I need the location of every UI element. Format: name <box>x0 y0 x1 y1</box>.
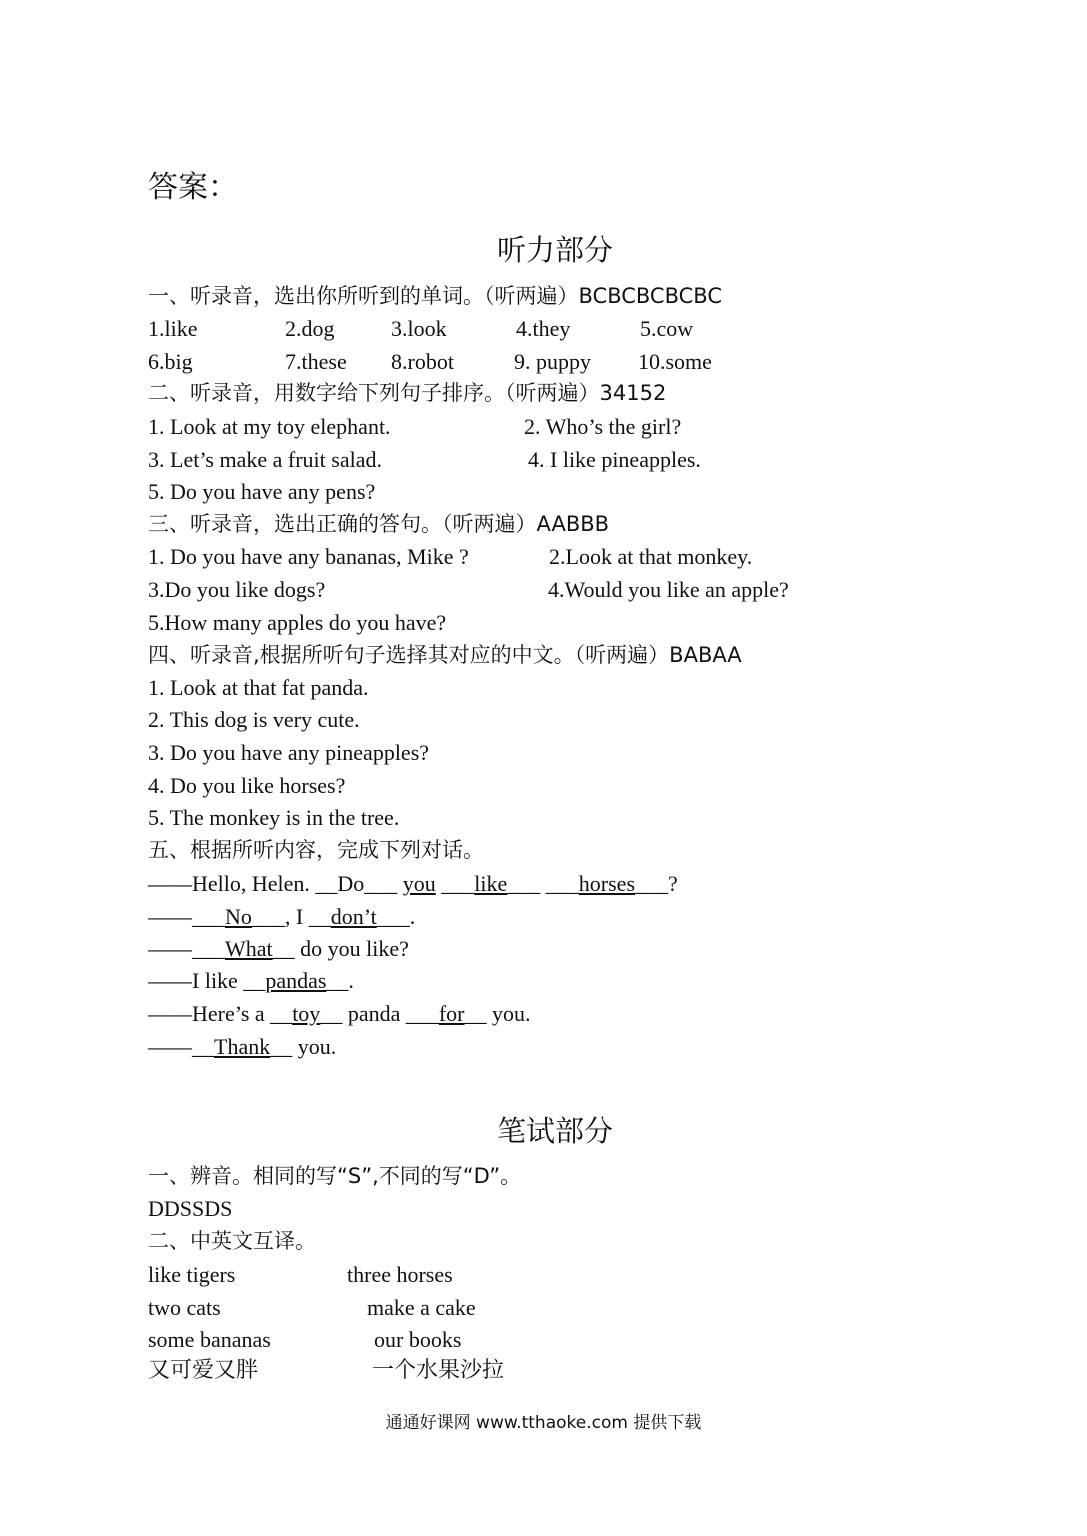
dialogue-text: ___ <box>192 904 225 929</box>
dialogue-dash: —— <box>148 936 192 961</box>
dialogue-text: ___ <box>364 871 403 896</box>
dialogue-text: ___, I __ <box>251 904 331 929</box>
dialogue-text: __. <box>326 968 354 993</box>
dialogue-dash: —— <box>148 871 192 896</box>
listening-q2-heading: 二、听录音，用数字给下列句子排序。（听两遍）34152 <box>148 381 667 405</box>
dialogue-text: __ panda ___ <box>320 1001 439 1026</box>
written-q2-heading: 二、中英文互译。 <box>148 1229 316 1253</box>
dialogue-dash: —— <box>148 1034 192 1059</box>
dialogue-text: ___ <box>435 871 475 896</box>
translation-item: 一个水果沙拉 <box>372 1358 505 1383</box>
dialogue-line <box>148 936 409 962</box>
dialogue-text: Here’s a __ <box>192 1001 293 1026</box>
blank-answer: you <box>402 871 436 896</box>
word-option: 5.cow <box>640 316 694 341</box>
blank-answer: don’t <box>330 904 377 929</box>
blank-answer: What <box>225 936 273 961</box>
translation-item: two cats <box>148 1295 221 1320</box>
sentence: 5. The monkey is in the tree. <box>148 805 400 830</box>
listening-q5-heading: 五、根据所听内容，完成下列对话。 <box>148 838 484 862</box>
dialogue-text: __ <box>192 1034 214 1059</box>
translation-item: some bananas <box>148 1327 271 1352</box>
translation-item: 又可爱又胖 <box>148 1358 259 1383</box>
listening-q1-heading: 一、听录音，选出你所听到的单词。（听两遍）BCBCBCBCBC <box>148 284 723 308</box>
dialogue-text: I like __ <box>192 968 266 993</box>
written-q1-answer: DDSSDS <box>148 1196 233 1221</box>
word-option: 9. puppy <box>514 349 591 374</box>
sentence: 2. Who’s the girl? <box>524 414 682 439</box>
sentence: 5. Do you have any pens? <box>148 479 376 504</box>
dialogue-text: ___? <box>635 871 678 896</box>
word-option: 6.big <box>148 349 193 374</box>
listening-section-title: 听力部分 <box>497 233 614 267</box>
dialogue-text: ___ <box>192 936 225 961</box>
dialogue-text: __ you. <box>270 1034 337 1059</box>
sentence: 3.Do you like dogs? <box>148 577 326 602</box>
dialogue-line <box>148 968 354 994</box>
translation-item: three horses <box>347 1262 453 1287</box>
blank-answer: for <box>438 1001 465 1026</box>
word-option: 3.look <box>391 316 447 341</box>
sentence: 4. I like pineapples. <box>528 447 701 472</box>
word-option: 4.they <box>516 316 571 341</box>
word-option: 10.some <box>638 349 712 374</box>
dialogue-text: ___ ___ <box>507 871 579 896</box>
listening-q4-heading: 四、听录音,根据所听句子选择其对应的中文。（听两遍）BABAA <box>148 643 742 667</box>
blank-answer: horses <box>578 871 636 896</box>
word-option: 8.robot <box>391 349 454 374</box>
blank-answer: Do <box>337 871 365 896</box>
translation-item: make a cake <box>367 1295 476 1320</box>
dialogue-line <box>148 1034 336 1060</box>
dialogue-text: ___. <box>376 904 416 929</box>
sentence: 1. Look at that fat panda. <box>148 675 369 700</box>
blank-answer: Thank <box>214 1034 271 1059</box>
sentence: 2. This dog is very cute. <box>148 707 360 732</box>
sentence: 5.How many apples do you have? <box>148 610 447 635</box>
blank-answer: toy <box>292 1001 321 1026</box>
translation-item: our books <box>374 1327 462 1352</box>
sentence: 3. Do you have any pineapples? <box>148 740 430 765</box>
footer: 通通好课网 www.tthaoke.com 提供下载 <box>385 1413 702 1433</box>
dialogue-dash: —— <box>148 1001 192 1026</box>
sentence: 1. Do you have any bananas, Mike ? <box>148 544 469 569</box>
word-option: 7.these <box>285 349 347 374</box>
written-section-title: 笔试部分 <box>497 1114 614 1148</box>
blank-answer: pandas <box>265 968 327 993</box>
blank-answer: like <box>474 871 508 896</box>
translation-item: like tigers <box>148 1262 236 1287</box>
dialogue-line <box>148 1001 531 1027</box>
sentence: 4.Would you like an apple? <box>548 577 789 602</box>
blank-answer: No <box>225 904 252 929</box>
sentence: 1. Look at my toy elephant. <box>148 414 391 439</box>
answer-title: 答案： <box>148 170 238 205</box>
dialogue-dash: —— <box>148 904 192 929</box>
word-option: 1.like <box>148 316 198 341</box>
sentence: 2.Look at that monkey. <box>549 544 753 569</box>
sentence: 3. Let’s make a fruit salad. <box>148 447 382 472</box>
dialogue-line <box>148 871 678 897</box>
word-option: 2.dog <box>285 316 335 341</box>
dialogue-text: __ do you like? <box>272 936 409 961</box>
dialogue-text: Hello, Helen. __ <box>192 871 338 896</box>
sentence: 4. Do you like horses? <box>148 773 346 798</box>
listening-q3-heading: 三、听录音，选出正确的答句。（听两遍）AABBB <box>148 512 610 536</box>
written-q1-heading: 一、辨音。相同的写“S”,不同的写“D”。 <box>148 1164 522 1188</box>
dialogue-line <box>148 904 415 930</box>
dialogue-text: __ you. <box>464 1001 531 1026</box>
dialogue-dash: —— <box>148 968 192 993</box>
